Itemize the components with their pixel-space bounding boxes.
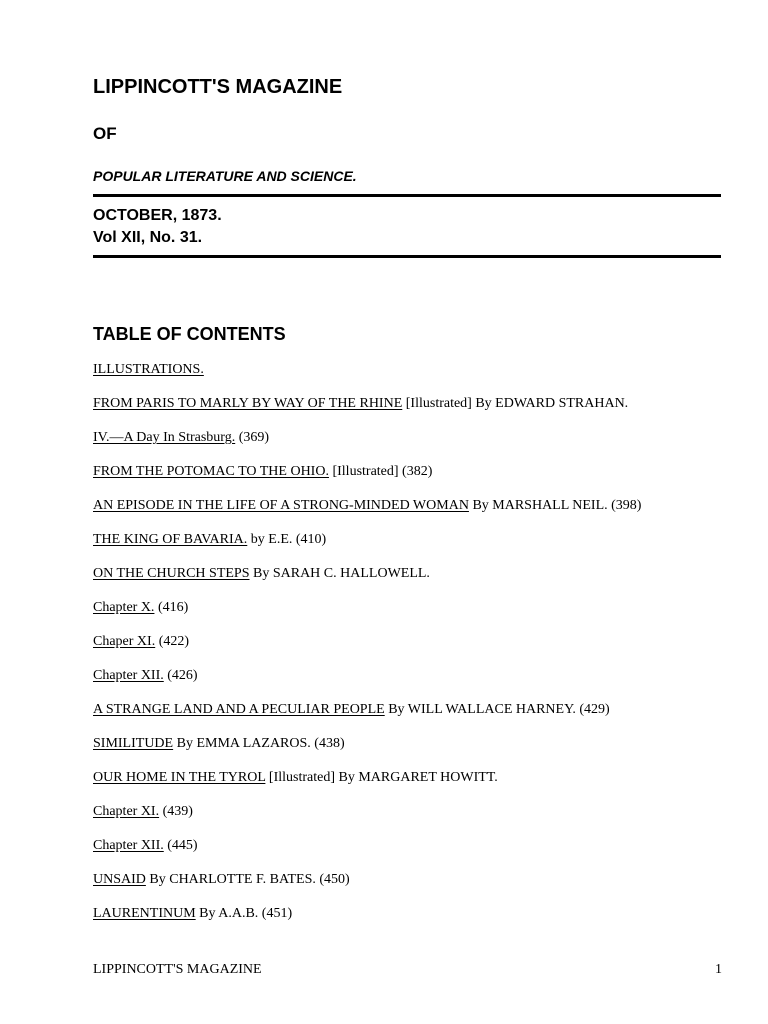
- toc-entry: [93, 395, 721, 429]
- footer-running-title: LIPPINCOTT'S MAGAZINE: [93, 962, 262, 977]
- toc-link[interactable]: ILLUSTRATIONS.: [93, 362, 204, 377]
- toc-link[interactable]: UNSAID: [93, 872, 146, 887]
- toc-entry-detail: (439): [159, 804, 193, 819]
- toc-entry: [93, 871, 721, 905]
- divider-bottom: [93, 255, 721, 258]
- toc-link[interactable]: IV.—A Day In Strasburg.: [93, 430, 236, 445]
- toc-entry: [93, 599, 721, 633]
- toc-entry-detail: By CHARLOTTE F. BATES. (450): [145, 872, 350, 887]
- toc-entry: [93, 565, 721, 599]
- toc-link[interactable]: FROM PARIS TO MARLY BY WAY OF THE RHINE: [93, 396, 403, 411]
- toc-entry-detail: By A.A.B. (451): [195, 906, 293, 921]
- toc-entry: [93, 701, 721, 735]
- toc-entry-detail: [Illustrated] By EDWARD STRAHAN.: [402, 396, 629, 411]
- toc-entry-detail: (426): [163, 668, 198, 683]
- toc-link[interactable]: AN EPISODE IN THE LIFE OF A STRONG-MINDED WOMAN: [93, 498, 469, 513]
- toc-entry-detail: By SARAH C. HALLOWELL.: [249, 566, 430, 581]
- toc-link[interactable]: OUR HOME IN THE TYROL: [93, 770, 266, 785]
- toc-entry: [93, 633, 721, 667]
- toc-entry-detail: (416): [154, 600, 189, 615]
- toc-entry: [93, 531, 721, 565]
- toc-entry: [93, 667, 721, 701]
- toc-entry-detail: By MARSHALL NEIL. (398): [468, 498, 642, 513]
- toc-entry: [93, 463, 721, 497]
- toc-link[interactable]: A STRANGE LAND AND A PECULIAR PEOPLE: [93, 702, 385, 717]
- toc-heading: TABLE OF CONTENTS: [93, 324, 286, 344]
- toc-link[interactable]: Chapter X.: [93, 600, 155, 615]
- toc-link[interactable]: Chapter XII.: [93, 668, 164, 683]
- toc-entry-detail: By WILL WALLACE HARNEY. (429): [384, 702, 610, 717]
- toc-entry-detail: by E.E. (410): [247, 532, 327, 547]
- toc-entry: [93, 803, 721, 837]
- magazine-subtitle: POPULAR LITERATURE AND SCIENCE.: [93, 168, 357, 184]
- toc-entry: [93, 769, 721, 803]
- toc-entry: [93, 361, 721, 395]
- toc-entry: [93, 429, 721, 463]
- toc-entry: [93, 837, 721, 871]
- toc-entry-detail: [Illustrated] (382): [328, 464, 433, 479]
- magazine-of: OF: [93, 124, 117, 143]
- issue-date: OCTOBER, 1873.: [93, 207, 222, 224]
- toc-entry-detail: (422): [155, 634, 190, 649]
- toc-link[interactable]: LAURENTINUM: [93, 906, 196, 921]
- toc-entry-detail: [Illustrated] By MARGARET HOWITT.: [265, 770, 498, 785]
- toc-list: [93, 361, 721, 939]
- toc-link[interactable]: ON THE CHURCH STEPS: [93, 566, 250, 581]
- toc-entry-detail: (445): [163, 838, 198, 853]
- issue-volume: Vol XII, No. 31.: [93, 229, 203, 246]
- toc-entry-detail: By EMMA LAZAROS. (438): [173, 736, 345, 751]
- divider-top: [93, 194, 721, 197]
- toc-entry: [93, 735, 721, 769]
- footer-page-number: 1: [715, 962, 722, 977]
- toc-link[interactable]: FROM THE POTOMAC TO THE OHIO.: [93, 464, 329, 479]
- toc-entry-detail: (369): [235, 430, 270, 445]
- toc-entry: [93, 497, 721, 531]
- toc-link[interactable]: Chapter XII.: [93, 838, 164, 853]
- toc-entry: [93, 905, 721, 939]
- toc-link[interactable]: Chapter XI.: [93, 804, 160, 819]
- magazine-title: LIPPINCOTT'S MAGAZINE: [93, 76, 343, 98]
- toc-link[interactable]: THE KING OF BAVARIA.: [93, 532, 248, 547]
- toc-link[interactable]: SIMILITUDE: [93, 736, 174, 751]
- toc-link[interactable]: Chaper XI.: [93, 634, 156, 649]
